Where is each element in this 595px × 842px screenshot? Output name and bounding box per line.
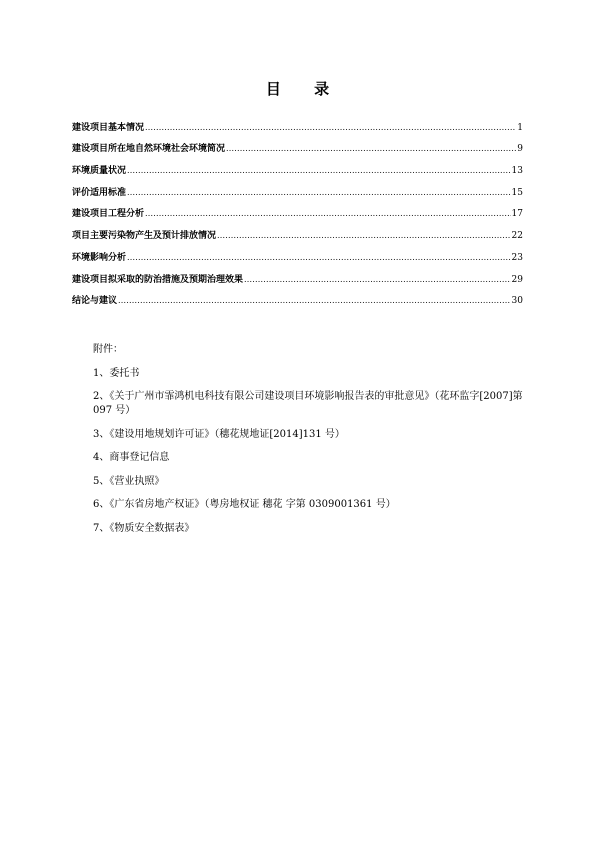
attachment-item: 6、《广东省房地产权证》（粤房地权证 穗花 字第 0309001361 号） xyxy=(93,499,396,510)
toc-dot-leader xyxy=(127,252,511,264)
toc-entry-label: 建设项目工程分析 xyxy=(72,209,145,220)
toc-entry-page: 23 xyxy=(511,252,523,263)
attachment-item: 4、商事登记信息 xyxy=(93,452,170,463)
attachment-item: 3、《建设用地规划许可证》（穗花规地证[2014]131 号） xyxy=(93,428,345,440)
toc-entry-label: 建设项目基本情况 xyxy=(72,122,145,133)
page-title: 目 录 xyxy=(265,80,344,98)
toc-entry[interactable] xyxy=(72,155,523,177)
toc-dot-leader xyxy=(145,208,511,220)
attachment-item: 5、《营业执照》 xyxy=(93,475,165,487)
table-of-contents xyxy=(72,112,523,307)
toc-entry[interactable] xyxy=(72,286,523,308)
toc-dot-leader xyxy=(244,274,511,286)
toc-entry-page: 17 xyxy=(511,209,523,220)
toc-entry-label: 项目主要污染物产生及预计排放情况 xyxy=(72,231,217,242)
toc-entry-page: 29 xyxy=(511,274,523,285)
toc-entry-label: 环境质量状况 xyxy=(72,166,127,177)
toc-dot-leader xyxy=(145,122,516,134)
toc-entry-label: 建设项目拟采取的防治措施及预期治理效果 xyxy=(72,274,244,285)
toc-entry[interactable] xyxy=(72,220,523,242)
toc-entry[interactable] xyxy=(72,242,523,264)
toc-dot-leader xyxy=(217,230,511,242)
toc-entry[interactable] xyxy=(72,264,523,286)
toc-entry-label: 环境影响分析 xyxy=(72,252,127,263)
toc-entry-label: 评价适用标准 xyxy=(72,187,127,198)
toc-entry[interactable] xyxy=(72,199,523,221)
toc-entry-page: 9 xyxy=(517,144,523,155)
attachments-heading: 附件： xyxy=(93,344,123,355)
toc-entry-page: 22 xyxy=(511,231,523,242)
attachments-section xyxy=(72,338,523,540)
toc-entry-label: 建设项目所在地自然环境社会环境简况 xyxy=(72,144,226,155)
toc-entry-label: 结论与建议 xyxy=(72,296,118,307)
toc-entry[interactable] xyxy=(72,177,523,199)
attachment-item: 2、《关于广州市霏鸿机电科技有限公司建设项目环境影响报告表的审批意见》（花环监字[2007]第 097 号） xyxy=(93,390,523,416)
toc-entry-page: 13 xyxy=(511,166,523,177)
toc-dot-leader xyxy=(118,295,511,307)
toc-entry[interactable] xyxy=(72,112,523,134)
toc-entry-page: 15 xyxy=(511,187,523,198)
toc-dot-leader xyxy=(127,165,511,177)
attachment-item: 1、委托书 xyxy=(93,367,140,379)
toc-dot-leader xyxy=(226,143,516,155)
toc-dot-leader xyxy=(127,187,511,199)
toc-entry-page: 30 xyxy=(511,296,523,307)
toc-entry[interactable] xyxy=(72,134,523,156)
toc-entry-page: 1 xyxy=(517,122,523,133)
attachment-item: 7、《物质安全数据表》 xyxy=(93,522,195,534)
